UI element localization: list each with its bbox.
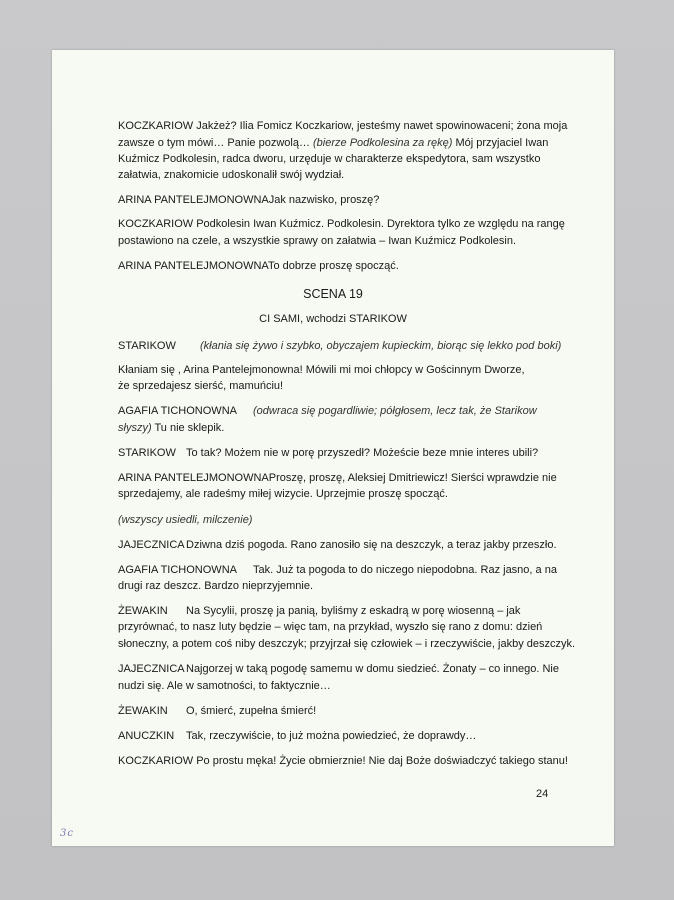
text-line — [118, 420, 558, 437]
speaker-name: ŻEWAKIN — [118, 605, 168, 617]
text-line — [118, 403, 558, 420]
text-line: Kłaniam się , Arina Pantelejmonowna! Mówili mi moi chłopcy w Gościnnym Dworze, — [118, 364, 525, 376]
speaker-name: JAJECZNICA — [118, 663, 185, 675]
text-line: załatwia, znakomicie udoskonalił swój wydział. — [118, 169, 345, 181]
text-line: ARINA PANTELEJMONOWNATo dobrze proszę spocząć. — [118, 260, 399, 272]
text-line — [118, 338, 562, 355]
text-line — [118, 445, 558, 462]
speaker-name: ŻEWAKIN — [118, 705, 168, 717]
text-line: nudzi się. Ale w samotności, to faktycznie… — [118, 680, 331, 692]
text-span: Mój przyjaciel Iwan — [452, 137, 549, 149]
speaker-name: STARIKOW — [118, 447, 176, 459]
page-number: 24 — [536, 788, 549, 800]
speaker-name: STARIKOW — [118, 340, 176, 352]
text-line — [118, 728, 558, 745]
text-span: Na Sycylii, proszę ja panią, byliśmy z eskadrą w porę wiosenną – jak — [186, 605, 521, 617]
speaker-name: JAJECZNICA — [118, 539, 185, 551]
text-line: słoneczny, a potem coś niby deszczyk; przyjrzał się człowiek – i rzeczywiście, jakby deszczyk. — [118, 638, 576, 650]
text-line: ARINA PANTELEJMONOWNAJak nazwisko, proszę? — [118, 194, 380, 206]
speaker-name: ANUCZKIN — [118, 730, 175, 742]
text-line: KOCZKARIOW Jakżeż? Ilia Fomicz Koczkariow, jesteśmy nawet spowinowaceni; żona moja — [118, 120, 568, 132]
text-line — [118, 703, 558, 720]
stage-direction: (bierze Podkolesina za rękę) — [313, 137, 453, 149]
text-line: KOCZKARIOW Podkolesin Iwan Kuźmicz. Podkolesin. Dyrektora tylko ze względu na rangę — [118, 218, 565, 230]
stage-direction: (kłania się żywo i szybko, obyczajem kupieckim, biorąc się lekko pod boki) — [200, 340, 562, 352]
speaker-name: AGAFIA TICHONOWNA — [118, 405, 237, 417]
text-line: postawiono na czele, a wszystkie sprawy on załatwia – Iwan Kuźmicz Podkolesin. — [118, 235, 517, 247]
text-span: O, śmierć, zupełna śmierć! — [186, 705, 317, 717]
text-span: Dziwna dziś pogoda. Rano zanosiło się na deszczyk, a teraz jakby przeszło. — [186, 539, 557, 551]
text-line: sprzedajemy, ale radeśmy miłej wizycie. Uprzejmie proszę spocząć. — [118, 488, 448, 500]
text-line — [118, 562, 558, 579]
text-line: że sprzedajesz sierść, mamuńciu! — [118, 380, 284, 392]
text-span: Najgorzej w taką pogodę samemu w domu siedzieć. Żonaty – co innego. Nie — [186, 663, 559, 675]
text-span: Tak, rzeczywiście, to już można powiedzieć, że doprawdy… — [186, 730, 477, 742]
text-line — [118, 135, 558, 152]
speaker-name: AGAFIA TICHONOWNA — [118, 564, 237, 576]
text-line: drugi raz deszcz. Bardzo nieprzyjemnie. — [118, 580, 314, 592]
scene-subtitle: CI SAMI, wchodzi STARIKOW — [259, 313, 407, 325]
stage-direction: (wszyscy usiedli, milczenie) — [118, 514, 253, 526]
text-span: Tu nie sklepik. — [151, 422, 225, 434]
text-line: przyrównać, to nasz luty będzie – więc tam, na przykład, wyszło się rano z domu: dzień — [118, 621, 543, 633]
stage-direction: słyszy) — [118, 422, 152, 434]
text-span: To tak? Możem nie w porę przyszedł? Możeście beze mnie interes ubili? — [186, 447, 539, 459]
text-line — [118, 537, 558, 554]
text-span: zawsze o tym mówi… Panie pozwolą… — [118, 137, 314, 149]
handwritten-mark: 3c — [60, 828, 74, 839]
scene-title: SCENA 19 — [303, 287, 363, 301]
text-line: Kuźmicz Podkolesin, radca dworu, urzęduje w charakterze ekspedytora, sam wszystko — [118, 153, 541, 165]
text-line — [118, 661, 558, 678]
text-line: KOCZKARIOW Po prostu męka! Życie obmierznie! Nie daj Boże doświadczyć takiego stanu! — [118, 755, 568, 767]
stage-direction: (odwraca się pogardliwie; półgłosem, lecz tak, że Starikow — [253, 405, 537, 417]
text-span: Tak. Już ta pogoda to do niczego niepodobna. Raz jasno, a na — [253, 564, 557, 576]
text-line — [118, 603, 558, 620]
text-line: ARINA PANTELEJMONOWNAProszę, proszę, Aleksiej Dmitriewicz! Sierści wprawdzie nie — [118, 472, 557, 484]
